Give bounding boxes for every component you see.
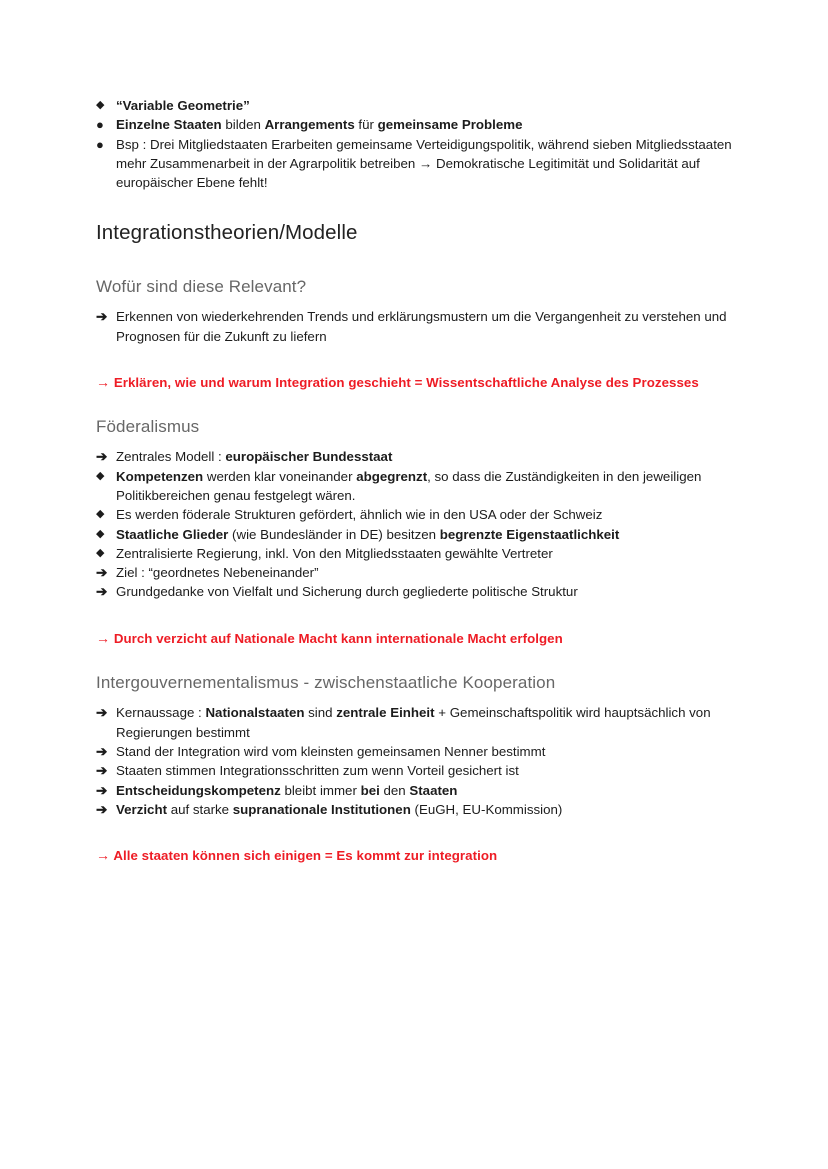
red-callout-foederalismus	[96, 629, 732, 649]
list-item-text: Verzicht auf starke supranationale Institutionen (EuGH, EU-Kommission)	[116, 801, 563, 817]
red-callout-text: Erklären, wie und warum Integration geschieht = Wissentschaftliche Analyse des Prozesses	[113, 374, 699, 390]
thin-arrow-icon: →	[96, 373, 111, 390]
section-heading-intergouvernementalismus: Intergouvernementalismus - zwischenstaatliche Kooperation	[96, 673, 556, 693]
list-item	[96, 761, 732, 780]
list-item-text: Staaten stimmen Integrationsschritten zum wenn Vorteil gesichert ist	[116, 763, 519, 779]
red-callout-text: Durch verzicht auf Nationale Macht kann internationale Macht erfolgen	[113, 630, 563, 646]
list-item-text: Erkennen von wiederkehrenden Trends und erklärungsmustern um die Vergangenheit zu verstehen und Prognosen für die Zukunft zu liefern	[116, 309, 727, 344]
arrow-bullet-icon: ➔	[96, 782, 108, 798]
list-item	[96, 447, 732, 466]
list-item	[96, 781, 732, 800]
page-title: Integrationstheorien/Modelle	[96, 221, 358, 245]
foederalismus-list-b	[96, 563, 732, 602]
diamond-bullet-icon: ◆	[96, 527, 105, 540]
list-item-text: Zentralisierte Regierung, inkl. Von den Mitgliedsstaaten gewählte Vertreter	[116, 545, 553, 561]
arrow-bullet-icon: ➔	[96, 309, 108, 325]
diamond-bullet-icon: ◆	[96, 546, 105, 559]
arrow-bullet-icon: ➔	[96, 565, 108, 581]
foederalismus-list-a	[96, 447, 732, 466]
list-item-text: Kernaussage : Nationalstaaten sind zentrale Einheit + Gemeinschaftspolitik wird hauptsächlich von Regierungen bestimmt	[116, 705, 711, 740]
list-item	[96, 307, 732, 346]
list-item-text: Grundgedanke von Vielfalt und Sicherung durch gegliederte politische Struktur	[116, 584, 578, 600]
foederalismus-sublist	[96, 467, 732, 563]
diamond-bullet-icon: ◆	[96, 99, 105, 111]
intergouvernementalismus-list	[96, 703, 732, 819]
variable-geometrie-heading: “Variable Geometrie”	[116, 98, 250, 113]
disc-bullet-icon: ●	[96, 117, 104, 133]
arrow-bullet-icon: ➔	[96, 801, 108, 817]
variable-geometrie-sublist	[96, 115, 732, 192]
disc-bullet-icon: ●	[96, 136, 104, 152]
list-item	[96, 563, 732, 582]
red-callout-text: Alle staaten können sich einigen = Es kommt zur integration	[113, 848, 498, 864]
relevanz-list	[96, 307, 732, 346]
list-item-text: Es werden föderale Strukturen gefördert, ähnlich wie in den USA oder der Schweiz	[116, 507, 603, 523]
list-item-text: Ziel : “geordnetes Nebeneinander”	[116, 565, 319, 581]
thin-arrow-icon: →	[96, 629, 111, 646]
list-item	[96, 703, 732, 742]
arrow-bullet-icon: ➔	[96, 705, 108, 721]
list-item-text: Kompetenzen werden klar voneinander abgegrenzt, so dass die Zuständigkeiten in den jeweiligen Politikbereichen genau festgelegt wären.	[116, 468, 702, 503]
list-item-text: Staatliche Glieder (wie Bundesländer in DE) besitzen begrenzte Eigenstaatlichkeit	[116, 526, 620, 542]
red-callout-intergouvernementalismus	[96, 846, 732, 866]
diamond-bullet-icon: ◆	[96, 469, 105, 482]
list-item	[96, 467, 732, 506]
thin-arrow-icon: →	[96, 847, 111, 864]
section-heading-relevanz: Wofür sind diese Relevant?	[96, 277, 307, 297]
list-item	[96, 115, 732, 134]
arrow-bullet-icon: ➔	[96, 763, 108, 779]
arrow-bullet-icon: ➔	[96, 449, 108, 465]
document-content	[96, 96, 732, 866]
red-callout-relevanz	[96, 373, 732, 393]
list-item	[96, 582, 732, 601]
list-item	[96, 96, 732, 115]
section-heading-foederalismus: Föderalismus	[96, 417, 200, 437]
arrow-bullet-icon: ➔	[96, 584, 108, 600]
list-item-text: Einzelne Staaten bilden Arrangements für gemeinsame Probleme	[116, 117, 523, 133]
list-item	[96, 544, 732, 563]
list-item-text: Bsp : Drei Mitgliedstaaten Erarbeiten gemeinsame Verteidigungspolitik, während sieben Mitgliedsstaaten mehr Zusammenarbeit in der Agrarpolitik betreiben → Demokratische Legitimität und Solidarität auf europäischer Ebene fehlt!	[116, 136, 732, 191]
list-item	[96, 505, 732, 524]
list-item	[96, 742, 732, 761]
list-item	[96, 525, 732, 544]
list-item	[96, 800, 732, 819]
list-item-text: Stand der Integration wird vom kleinsten gemeinsamen Nenner bestimmt	[116, 743, 546, 759]
variable-geometrie-list	[96, 96, 732, 115]
diamond-bullet-icon: ◆	[96, 508, 105, 521]
list-item-text: Entscheidungskompetenz bleibt immer bei den Staaten	[116, 782, 458, 798]
arrow-bullet-icon: ➔	[96, 743, 108, 759]
list-item-text: Zentrales Modell : europäischer Bundesstaat	[116, 449, 393, 465]
list-item	[96, 135, 732, 193]
